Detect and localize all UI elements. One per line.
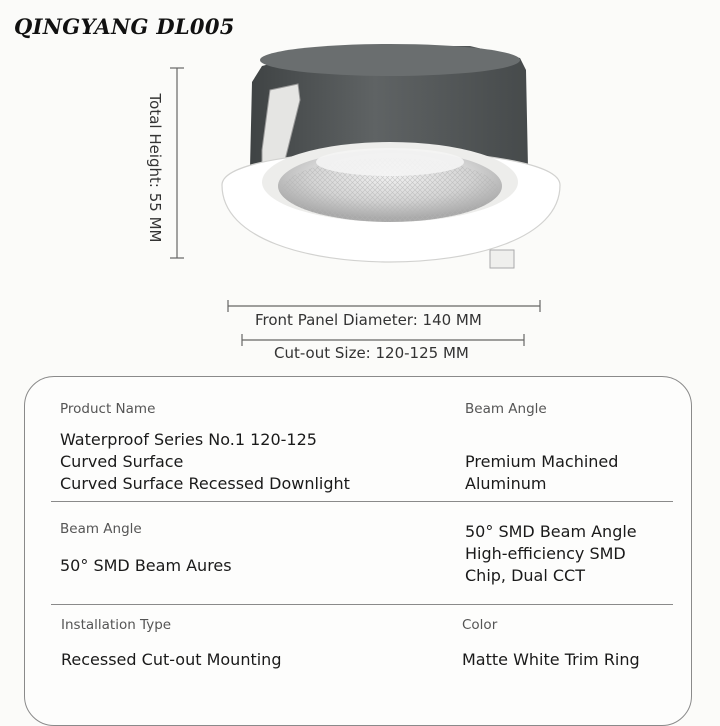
beam-angle-top-label: Beam Angle [465, 401, 547, 417]
beam-angle-right-cell [465, 521, 637, 587]
beam-angle-top-value: Premium Machined Aluminum [465, 452, 619, 493]
beam-angle-right-value: 50° SMD Beam Angle High-efficiency SMD Chip, Dual CCT [465, 522, 637, 585]
color-cell [462, 617, 640, 671]
housing-top [260, 44, 520, 76]
total-height-label: Total Height: 55 MM [146, 93, 164, 243]
product-name-value: Waterproof Series No.1 120-125 Curved Surface Curved Surface Recessed Downlight [60, 430, 350, 493]
installation-label: Installation Type [61, 617, 172, 633]
cutout-size-label: Cut-out Size: 120-125 MM [274, 344, 469, 362]
spec-card [24, 376, 692, 726]
color-value: Matte White Trim Ring [462, 650, 640, 669]
row-divider [51, 604, 673, 605]
clip-tab [490, 250, 514, 268]
brand-title: QINGYANG DL005 [14, 14, 235, 39]
installation-cell [61, 617, 281, 671]
beam-angle-left-label: Beam Angle [60, 521, 142, 537]
lens-highlight [316, 148, 464, 176]
row-divider [51, 501, 673, 502]
installation-value: Recessed Cut-out Mounting [61, 650, 282, 669]
product-name-label: Product Name [60, 401, 156, 417]
panel-diameter-label: Front Panel Diameter: 140 MM [255, 311, 482, 329]
beam-angle-left-value: 50° SMD Beam Aures [60, 556, 232, 575]
beam-angle-left-cell [60, 521, 232, 577]
color-label: Color [462, 617, 498, 633]
product-name-cell [60, 401, 350, 495]
beam-angle-top-cell [465, 401, 618, 495]
